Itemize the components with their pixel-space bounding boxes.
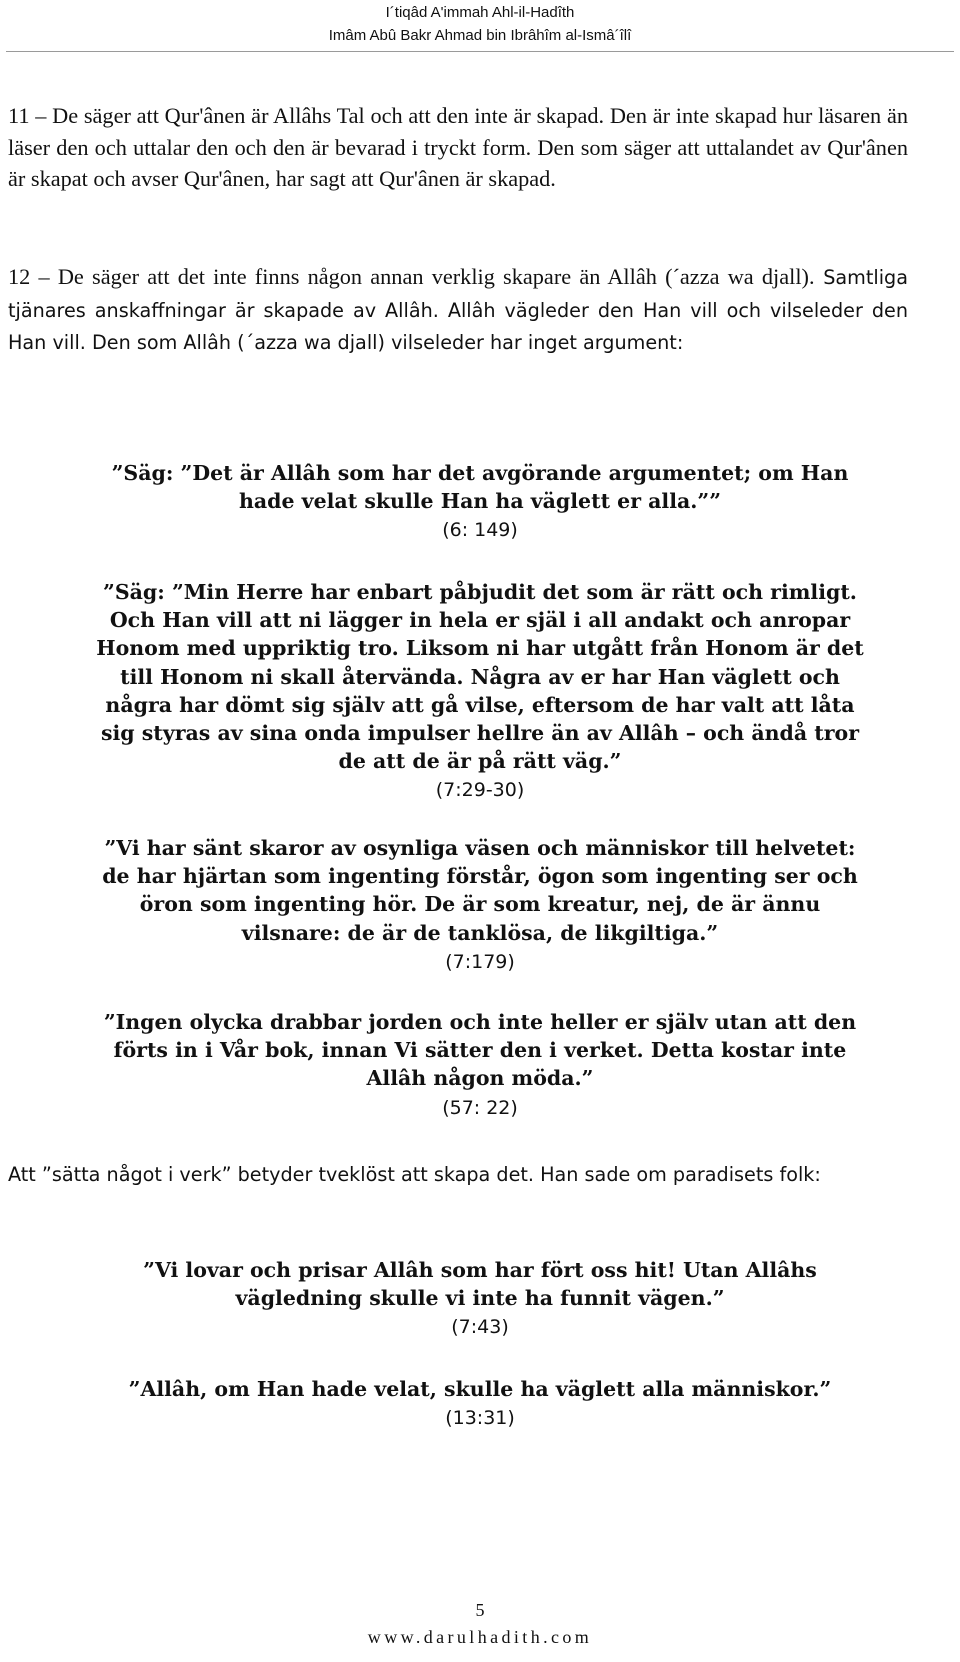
quote-line: till Honom ni skall återvända. Några av er har Han väglett och	[120, 664, 840, 689]
quote-block	[0, 1256, 960, 1342]
page-number: 5	[475, 1600, 485, 1620]
quote-line: ”Säg: ”Det är Allâh som har det avgörande argumentet; om Han	[111, 461, 849, 485]
quote-line: ”Vi har sänt skaror av osynliga väsen och människor till helvetet:	[104, 836, 856, 860]
book-title: I´tiqâd A'immah Ahl-il-Hadîth	[385, 4, 575, 21]
quote-line: de har hjärtan som ingenting förstår, ögon som ingenting ser och	[102, 864, 858, 889]
explanation-paragraph: Att ”sätta något i verk” betyder tveklöst att skapa det. Han sade om paradisets folk:	[8, 1163, 821, 1186]
quote-line: hade velat skulle Han ha väglett er alla.””	[238, 489, 722, 514]
quote-line: sig styras av sina onda impulser hellre än av Allâh – och ändå tror	[100, 721, 860, 746]
quote-line: öron som ingenting hör. De är som kreatur, nej, de är ännu	[139, 892, 821, 917]
paragraph-11: 11 – De säger att Qur'ânen är Allâhs Tal och att den inte är skapad. Den är inte skapad hur läsaren än läser den och uttalar den och den är bevarad i tryckt form. Den som säger att uttalandet av Qur'ânen är skapat och avser Qur'ânen, har sagt att Qur'ânen är skapad.	[8, 103, 908, 191]
quote-line: några har dömt sig själv att gå vilse, eftersom de har valt att låta	[105, 692, 855, 717]
quote-block	[0, 1375, 960, 1433]
paragraph-12	[8, 261, 908, 359]
quote-line: ”Säg: ”Min Herre har enbart påbjudit det som är rätt och rimligt.	[103, 580, 857, 604]
header-divider	[6, 51, 954, 52]
quote-reference: (7:43)	[451, 1316, 509, 1339]
quote-line: de att de är på rätt väg.”	[338, 749, 622, 774]
website-link[interactable]: www.darulhadith.com	[367, 1627, 593, 1647]
quote-line: ”Ingen olycka drabbar jorden och inte heller er själv utan att den	[103, 1010, 857, 1034]
quote-reference: (6: 149)	[442, 519, 518, 542]
quote-block	[0, 578, 960, 805]
quote-block	[0, 459, 960, 545]
paragraph-12-intro: 12 – De säger att det inte finns någon annan verklig skapare än Allâh (´azza wa djall).	[8, 264, 815, 289]
book-author: Imâm Abû Bakr Ahmad bin Ibrâhîm al-Ismâ´îlî	[328, 27, 632, 44]
quote-line: Allâh någon möda.”	[366, 1066, 594, 1091]
quote-line: Honom med uppriktig tro. Liksom ni har utgått från Honom är det	[96, 636, 864, 661]
quote-reference: (7:179)	[445, 950, 515, 973]
quote-block	[0, 1008, 960, 1123]
quote-reference: (13:31)	[445, 1407, 515, 1430]
quote-block	[0, 834, 960, 977]
quote-line: vilsnare: de är de tanklösa, de likgiltiga.”	[241, 920, 719, 945]
quote-reference: (57: 22)	[442, 1096, 518, 1119]
paragraph-12-body: Samtliga tjänares anskaffningar är skapade av Allâh. Allâh vägleder den Han vill och vilseleder den Han vill. Den som Allâh (´azza wa djall) vilseleder har inget argument:	[8, 266, 908, 354]
quote-reference: (7:29-30)	[435, 779, 525, 802]
quote-line: vägledning skulle vi inte ha funnit vägen.”	[235, 1286, 725, 1311]
quote-line: förts in i Vår bok, innan Vi sätter den i verket. Detta kostar inte	[113, 1038, 847, 1063]
quote-line: ”Allâh, om Han hade velat, skulle ha väglett alla människor.”	[128, 1377, 832, 1401]
quote-line: Och Han vill att ni lägger in hela er själ i all andakt och anropar	[109, 608, 851, 633]
quote-line: ”Vi lovar och prisar Allâh som har fört oss hit! Utan Allâhs	[143, 1258, 817, 1282]
